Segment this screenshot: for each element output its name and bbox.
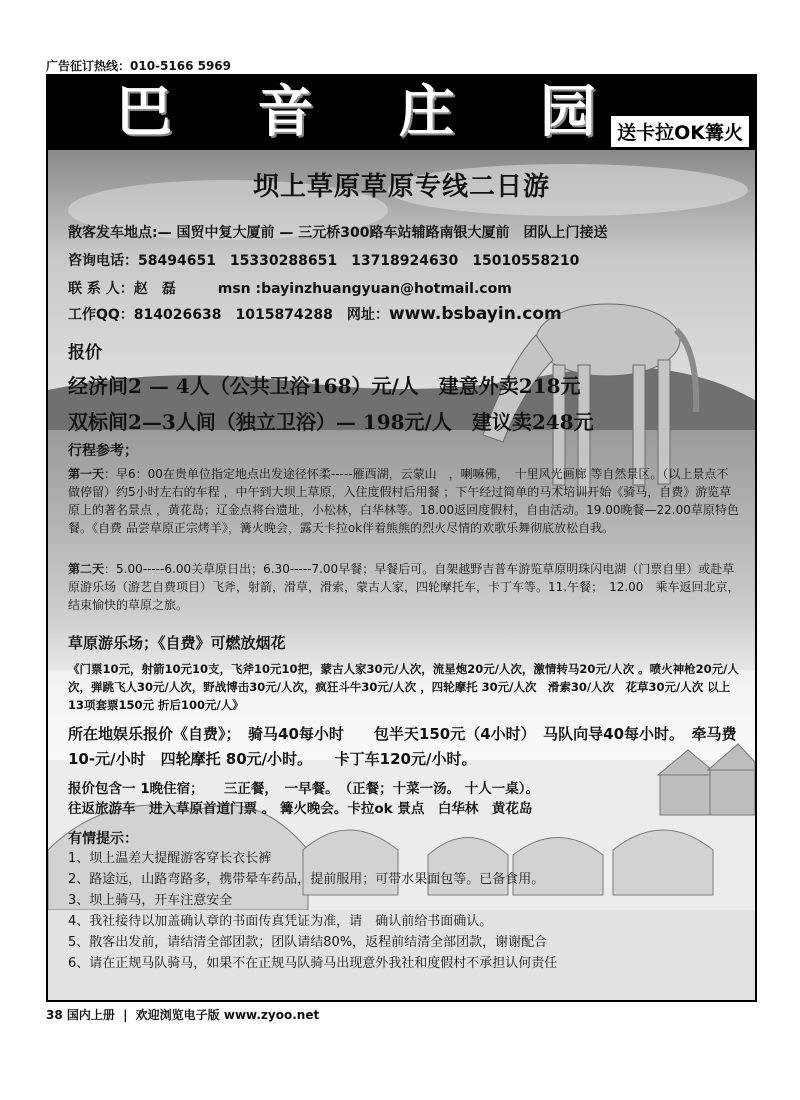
tips-heading: 有情提示： [68,831,138,847]
itinerary-heading: 行程参考； [68,443,138,459]
includes-line-1: 报价包含一 1晚住宿； 三正餐， 一早餐。 （正餐；十菜一汤。 十人一桌）。 [68,781,540,797]
includes-line-2: 往返旅游车 进入草原首道门票 。 篝火晚会。卡拉ok 景点 白华林 黄花岛 [68,801,533,817]
day2-text: ：5.00-----6.00关草原日出；6.30-----7.00早餐；早餐后可。自架越野吉普车游览草原明珠闪电湖（门票自里）或赴草原游乐场（游艺自费项目）飞斧，射箭，滑草，滑索，蒙古人家，四轮摩托车，卡丁车等。11.午餐； 12.00 乘车返回北京，结束愉快的草原之旅。 [68,562,740,612]
price-heading: 报价 [68,343,102,363]
brand-name [116,79,596,145]
brand-char: 巴 [116,79,172,145]
brand-char: 庄 [398,79,455,145]
ad-hotline: 广告征订热线：010-5166 5969 [46,59,232,73]
brand-slogan: 送卡拉OK篝火 [611,116,749,147]
qq-info [68,304,562,324]
website-link[interactable]: www.bsbayin.com [388,304,562,324]
ad-page [46,74,757,1002]
footer-slogan: 欢迎浏览电子版 [135,1008,220,1022]
tour-title: 坝上草原草原专线二日游 [252,172,550,202]
tips-list [68,848,740,974]
tip-item: 3、坝上骑马，开车注意安全 [68,893,233,908]
brand-banner [48,76,755,150]
tip-item: 6、请在正规马队骑马，如果不在正规马队骑马出现意外我社和度假村不承担认何责任 [68,956,558,971]
economy-price: 经济间2 — 4人（公共卫浴168）元/人 建意外卖218元 [68,374,581,398]
day1-text: ：早6：00在贵单位指定地点出发途径怀柔-----雁西湖，云蒙山 ，喇嘛佛， 十里风光画廊 等自然景区。（以上景点不做停留）约5小时左右的车程 ，中午到大坝上草原，入住度假村后用餐 ；下午经过简单的马术培训开始《骑马，自费》游览草原上的著名景点 ，黄花岛；辽金点将台遗址，小松林，白华林等。18.00返回度假村，自由活动。19.00晚餐—22.00草原特色餐。《自费 品尝草原正宗烤羊》，篝火晚会，露天卡拉ok伴着熊熊的烈火尽情的欢歌乐舞彻底放松自我。 [68,467,739,535]
entertainment-prices: 所在地娱乐报价《自费》； 骑马40每小时 包半天150元（4小时） 马队向导40每小时。 牵马费10-元/小时 四轮摩托 80元/小时。 卡丁车120元/小时。 [68,725,737,768]
day1-label: 第一天 [68,467,105,481]
page-number: 38 [46,1008,63,1022]
tip-item: 2、路途远，山路弯路多，携带晕车药品，提前服用；可带水果面包等。已备食用。 [68,872,545,887]
brand-char: 音 [257,79,314,145]
day2-label: 第二天 [68,562,105,576]
day2-itinerary [68,560,740,614]
park-heading: 草原游乐场；《自费》可燃放烟花 [68,634,286,652]
park-fees: 《门票10元，射箭10元10支，飞斧10元10把，蒙古人家30元/人次，流星炮20元/人次，激情转马20元/人次 。喷火神枪20元/人次，弹跳飞人30元/人次，野战博击30元/人次，疯狂斗牛30元/人次 ，四轮摩托 30元/人次 滑索30/人次 花草30元/人次 以上13项套票150元 折后100元/人》 [68,662,739,712]
tip-item: 4、我社接待以加盖确认章的书面传真凭证为准，请 确认前给书面确认。 [68,914,493,929]
contact-info: 联 系 人：赵 磊 msn :bayinzhuangyuan@hotmail.com [68,281,512,297]
brand-char: 园 [539,79,596,145]
separator: | [123,1008,128,1022]
tip-item: 5、散客出发前，请结清全部团款；团队请结80%，返程前结清全部团款，谢谢配合 [68,935,548,950]
departure-info: 散客发车地点:— 国贸中复大厦前 — 三元桥300路车站辅路南银大厦前 团队上门接送 [68,225,608,241]
day1-itinerary [68,465,740,537]
footer-url[interactable]: www.zyoo.net [223,1008,320,1022]
page-footer [46,1006,319,1023]
tip-item: 1、坝上温差大提醒游客穿长衣长裤 [68,851,272,866]
standard-price: 双标间2—3人间（独立卫浴）— 198元/人 建议卖248元 [68,410,594,434]
section-name: 国内上册 [66,1008,115,1022]
qq-label: 工作QQ：814026638 1015874288 网址： [68,307,389,323]
phone-info: 咨询电话：58494651 15330288651 13718924630 15010558210 [68,253,580,269]
